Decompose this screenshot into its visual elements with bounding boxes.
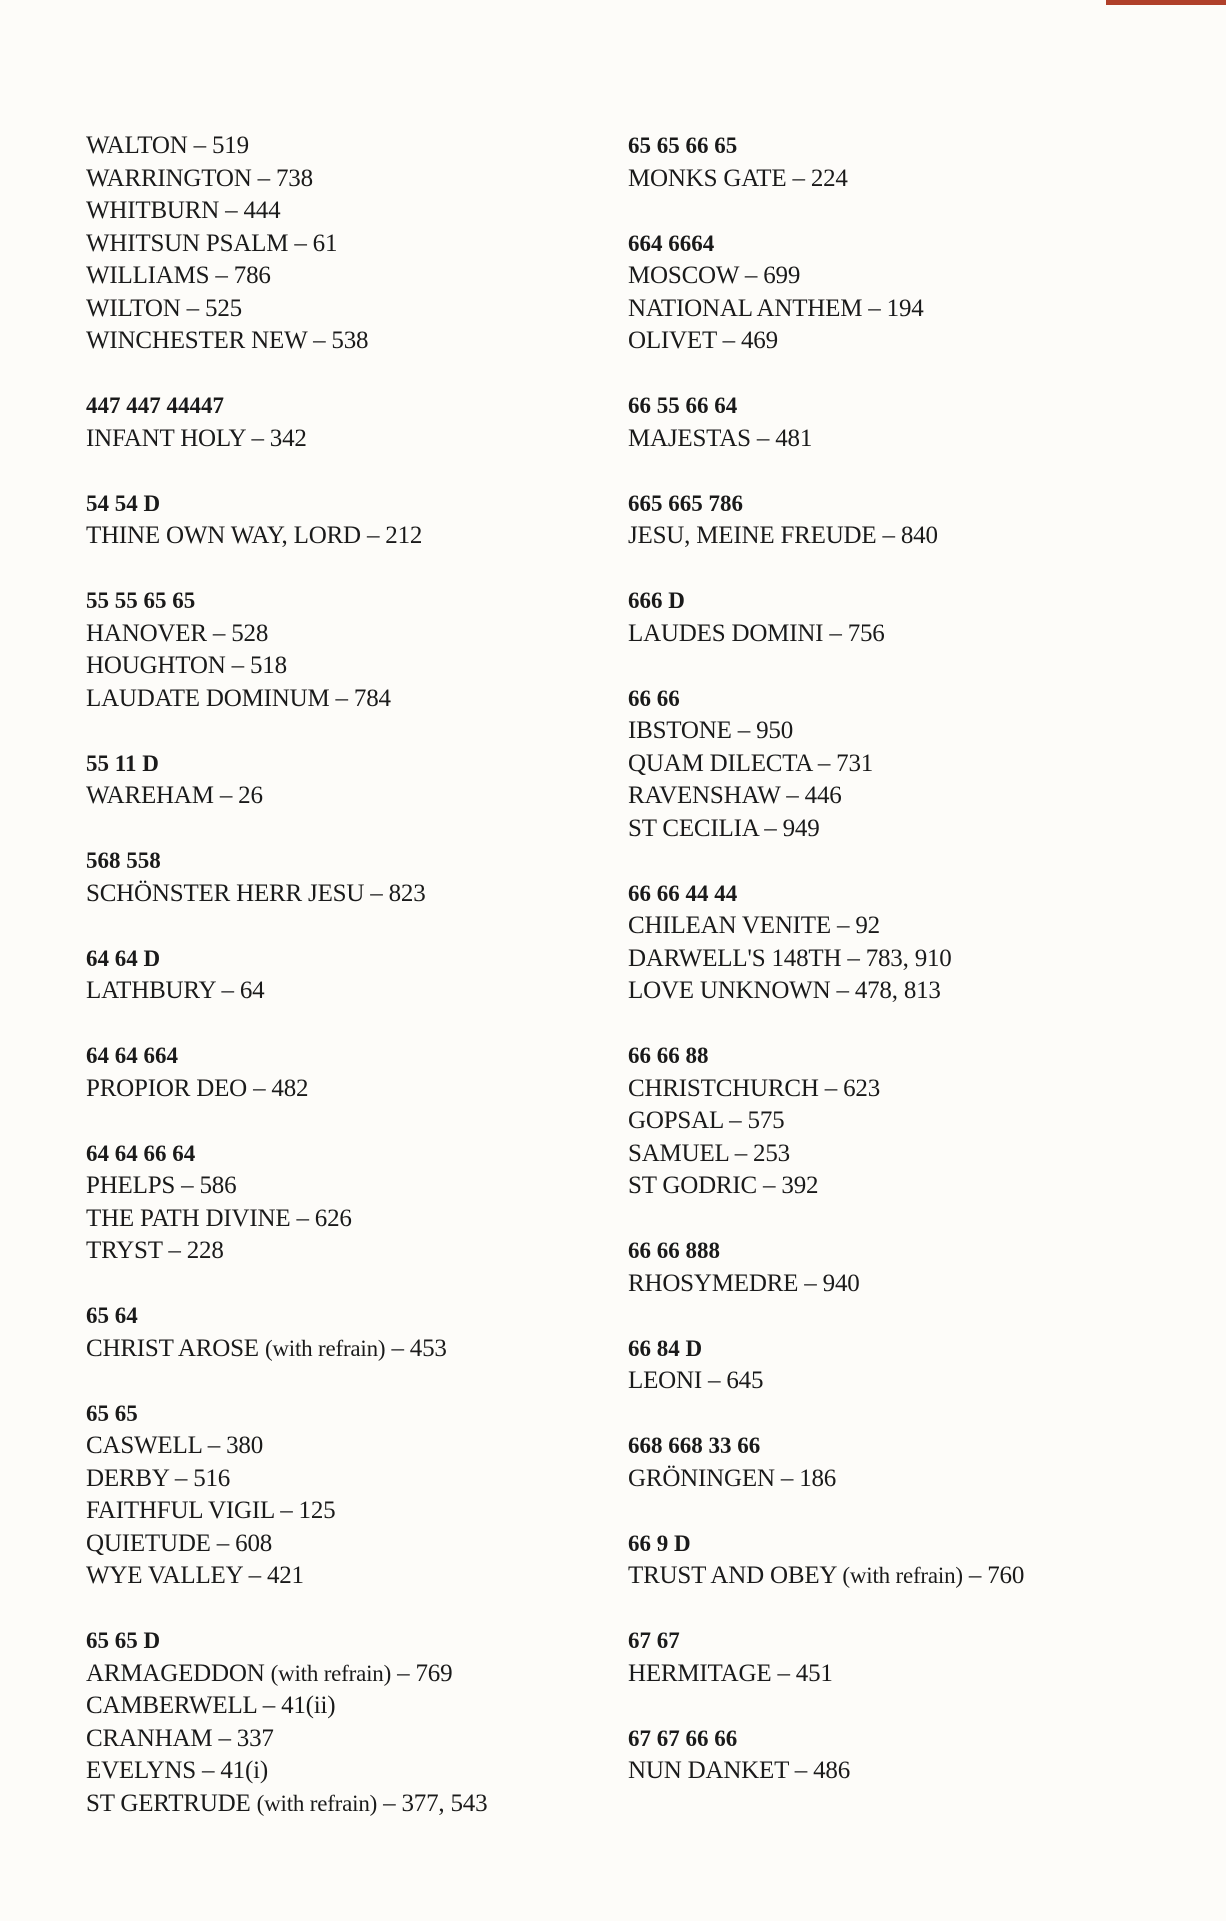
meter-group [628,390,1188,455]
meter-group [628,1625,1188,1690]
meter-group [628,488,1188,553]
meter-heading: 666 D [628,588,685,613]
corner-color-mark [1106,0,1226,5]
tune-entry: CAMBERWELL – 41(ii) [86,1692,336,1719]
tune-entry: ST CECILIA – 949 [628,814,820,842]
tune-entry: TRUST AND OBEY (with refrain) – 760 [628,1562,1025,1589]
meter-group [86,585,606,715]
tune-entry: WILTON – 525 [86,294,242,322]
tune-entry: ST GODRIC – 392 [628,1172,819,1199]
tune-entry: GRÖNINGEN – 186 [628,1464,837,1492]
meter-heading: 668 668 33 66 [628,1433,761,1458]
meter-group [86,1138,606,1268]
meter-group [628,1040,1188,1203]
meter-group [628,1430,1188,1495]
tune-entry: WYE VALLEY – 421 [86,1562,304,1589]
tune-entry: OLIVET – 469 [628,327,778,354]
tune-entry: DERBY – 516 [86,1464,231,1492]
meter-group [86,943,606,1008]
meter-heading: 665 665 786 [628,490,743,516]
tune-entry: CASWELL – 380 [86,1432,264,1459]
left-column [86,130,606,1853]
tune-entry: GOPSAL – 575 [628,1107,785,1134]
tune-entry: LAUDATE DOMINUM – 784 [86,684,391,712]
meter-heading: 447 447 44447 [86,393,224,418]
tune-entry: LOVE UNKNOWN – 478, 813 [628,977,941,1004]
tune-entry: CRANHAM – 337 [86,1724,274,1752]
tune-entry: INFANT HOLY – 342 [86,424,307,452]
meter-heading: 55 11 D [86,750,159,776]
tune-entry: JESU, MEINE FREUDE – 840 [628,522,938,549]
tune-entry: IBSTONE – 950 [628,717,794,744]
tune-entry: LATHBURY – 64 [86,977,265,1004]
meter-heading: 64 64 66 64 [86,1140,196,1166]
meter-heading: 66 66 88 [628,1043,709,1068]
meter-heading: 67 67 66 66 [628,1725,738,1751]
tune-entry: WHITSUN PSALM – 61 [86,229,338,257]
tune-entry: NATIONAL ANTHEM – 194 [628,294,924,322]
tune-entry: SAMUEL – 253 [628,1139,790,1167]
tune-entry: WINCHESTER NEW – 538 [86,327,369,354]
meter-group [86,488,606,553]
meter-group [628,878,1188,1008]
meter-group [86,1625,606,1820]
tune-entry: EVELYNS – 41(i) [86,1757,268,1784]
tune-entry: HERMITAGE – 451 [628,1659,833,1687]
meter-group [86,845,606,910]
tune-entry: TRYST – 228 [86,1237,224,1264]
meter-heading: 54 54 D [86,490,161,516]
tune-entry: WILLIAMS – 786 [86,262,271,289]
meter-group [628,1528,1188,1593]
meter-group [86,1040,606,1105]
meter-heading: 65 65 66 65 [628,133,738,158]
meter-heading: 66 55 66 64 [628,393,738,418]
meter-group [86,390,606,455]
meter-heading: 65 65 D [86,1628,161,1653]
meter-heading: 66 66 888 [628,1238,720,1263]
tune-entry: WARRINGTON – 738 [86,164,313,192]
tune-entry: QUIETUDE – 608 [86,1529,273,1557]
meter-heading: 67 67 [628,1628,680,1653]
tune-entry: SCHÖNSTER HERR JESU – 823 [86,879,426,907]
tune-entry: RHOSYMEDRE – 940 [628,1269,860,1297]
tune-entry: CHILEAN VENITE – 92 [628,912,880,939]
tune-entry: LAUDES DOMINI – 756 [628,619,885,647]
meter-heading: 55 55 65 65 [86,588,196,613]
meter-group [86,130,606,358]
tune-entry: CHRISTCHURCH – 623 [628,1074,880,1102]
meter-heading: 568 558 [86,848,161,873]
meter-heading: 66 9 D [628,1530,691,1556]
meter-heading: 66 84 D [628,1335,703,1361]
meter-heading: 66 66 [628,685,680,711]
meter-heading: 65 64 [86,1303,138,1328]
tune-entry: PROPIOR DEO – 482 [86,1074,309,1102]
meter-group [628,683,1188,846]
tune-entry: WALTON – 519 [86,132,249,159]
right-column [628,130,1188,1820]
tune-entry: FAITHFUL VIGIL – 125 [86,1497,336,1524]
tune-entry: ARMAGEDDON (with refrain) – 769 [86,1659,453,1687]
meter-group [628,130,1188,195]
meter-group [86,748,606,813]
meter-group [86,1300,606,1365]
meter-group [628,1723,1188,1788]
tune-entry: WHITBURN – 444 [86,197,281,224]
meter-group [628,585,1188,650]
tune-entry: WAREHAM – 26 [86,782,263,809]
tune-entry: MOSCOW – 699 [628,262,801,289]
meter-heading: 64 64 664 [86,1043,178,1068]
meter-heading: 64 64 D [86,945,161,971]
tune-entry: THINE OWN WAY, LORD – 212 [86,522,423,549]
tune-entry: MAJESTAS – 481 [628,424,813,452]
meter-group [628,1333,1188,1398]
tune-entry: NUN DANKET – 486 [628,1757,851,1784]
meter-group [86,1398,606,1593]
tune-entry: ST GERTRUDE (with refrain) – 377, 543 [86,1789,488,1817]
tune-entry: QUAM DILECTA – 731 [628,749,874,777]
meter-heading: 65 65 [86,1400,138,1426]
tune-entry: HANOVER – 528 [86,619,269,647]
tune-entry: CHRIST AROSE (with refrain) – 453 [86,1334,447,1362]
tune-entry: DARWELL'S 148TH – 783, 910 [628,944,952,972]
tune-entry: THE PATH DIVINE – 626 [86,1204,352,1232]
tune-entry: LEONI – 645 [628,1367,764,1394]
meter-group [628,1235,1188,1300]
meter-heading: 664 6664 [628,230,715,256]
meter-heading: 66 66 44 44 [628,880,738,906]
tune-entry: RAVENSHAW – 446 [628,782,842,809]
meter-group [628,228,1188,358]
tune-entry: MONKS GATE – 224 [628,164,848,192]
tune-entry: PHELPS – 586 [86,1172,237,1199]
tune-entry: HOUGHTON – 518 [86,652,287,679]
